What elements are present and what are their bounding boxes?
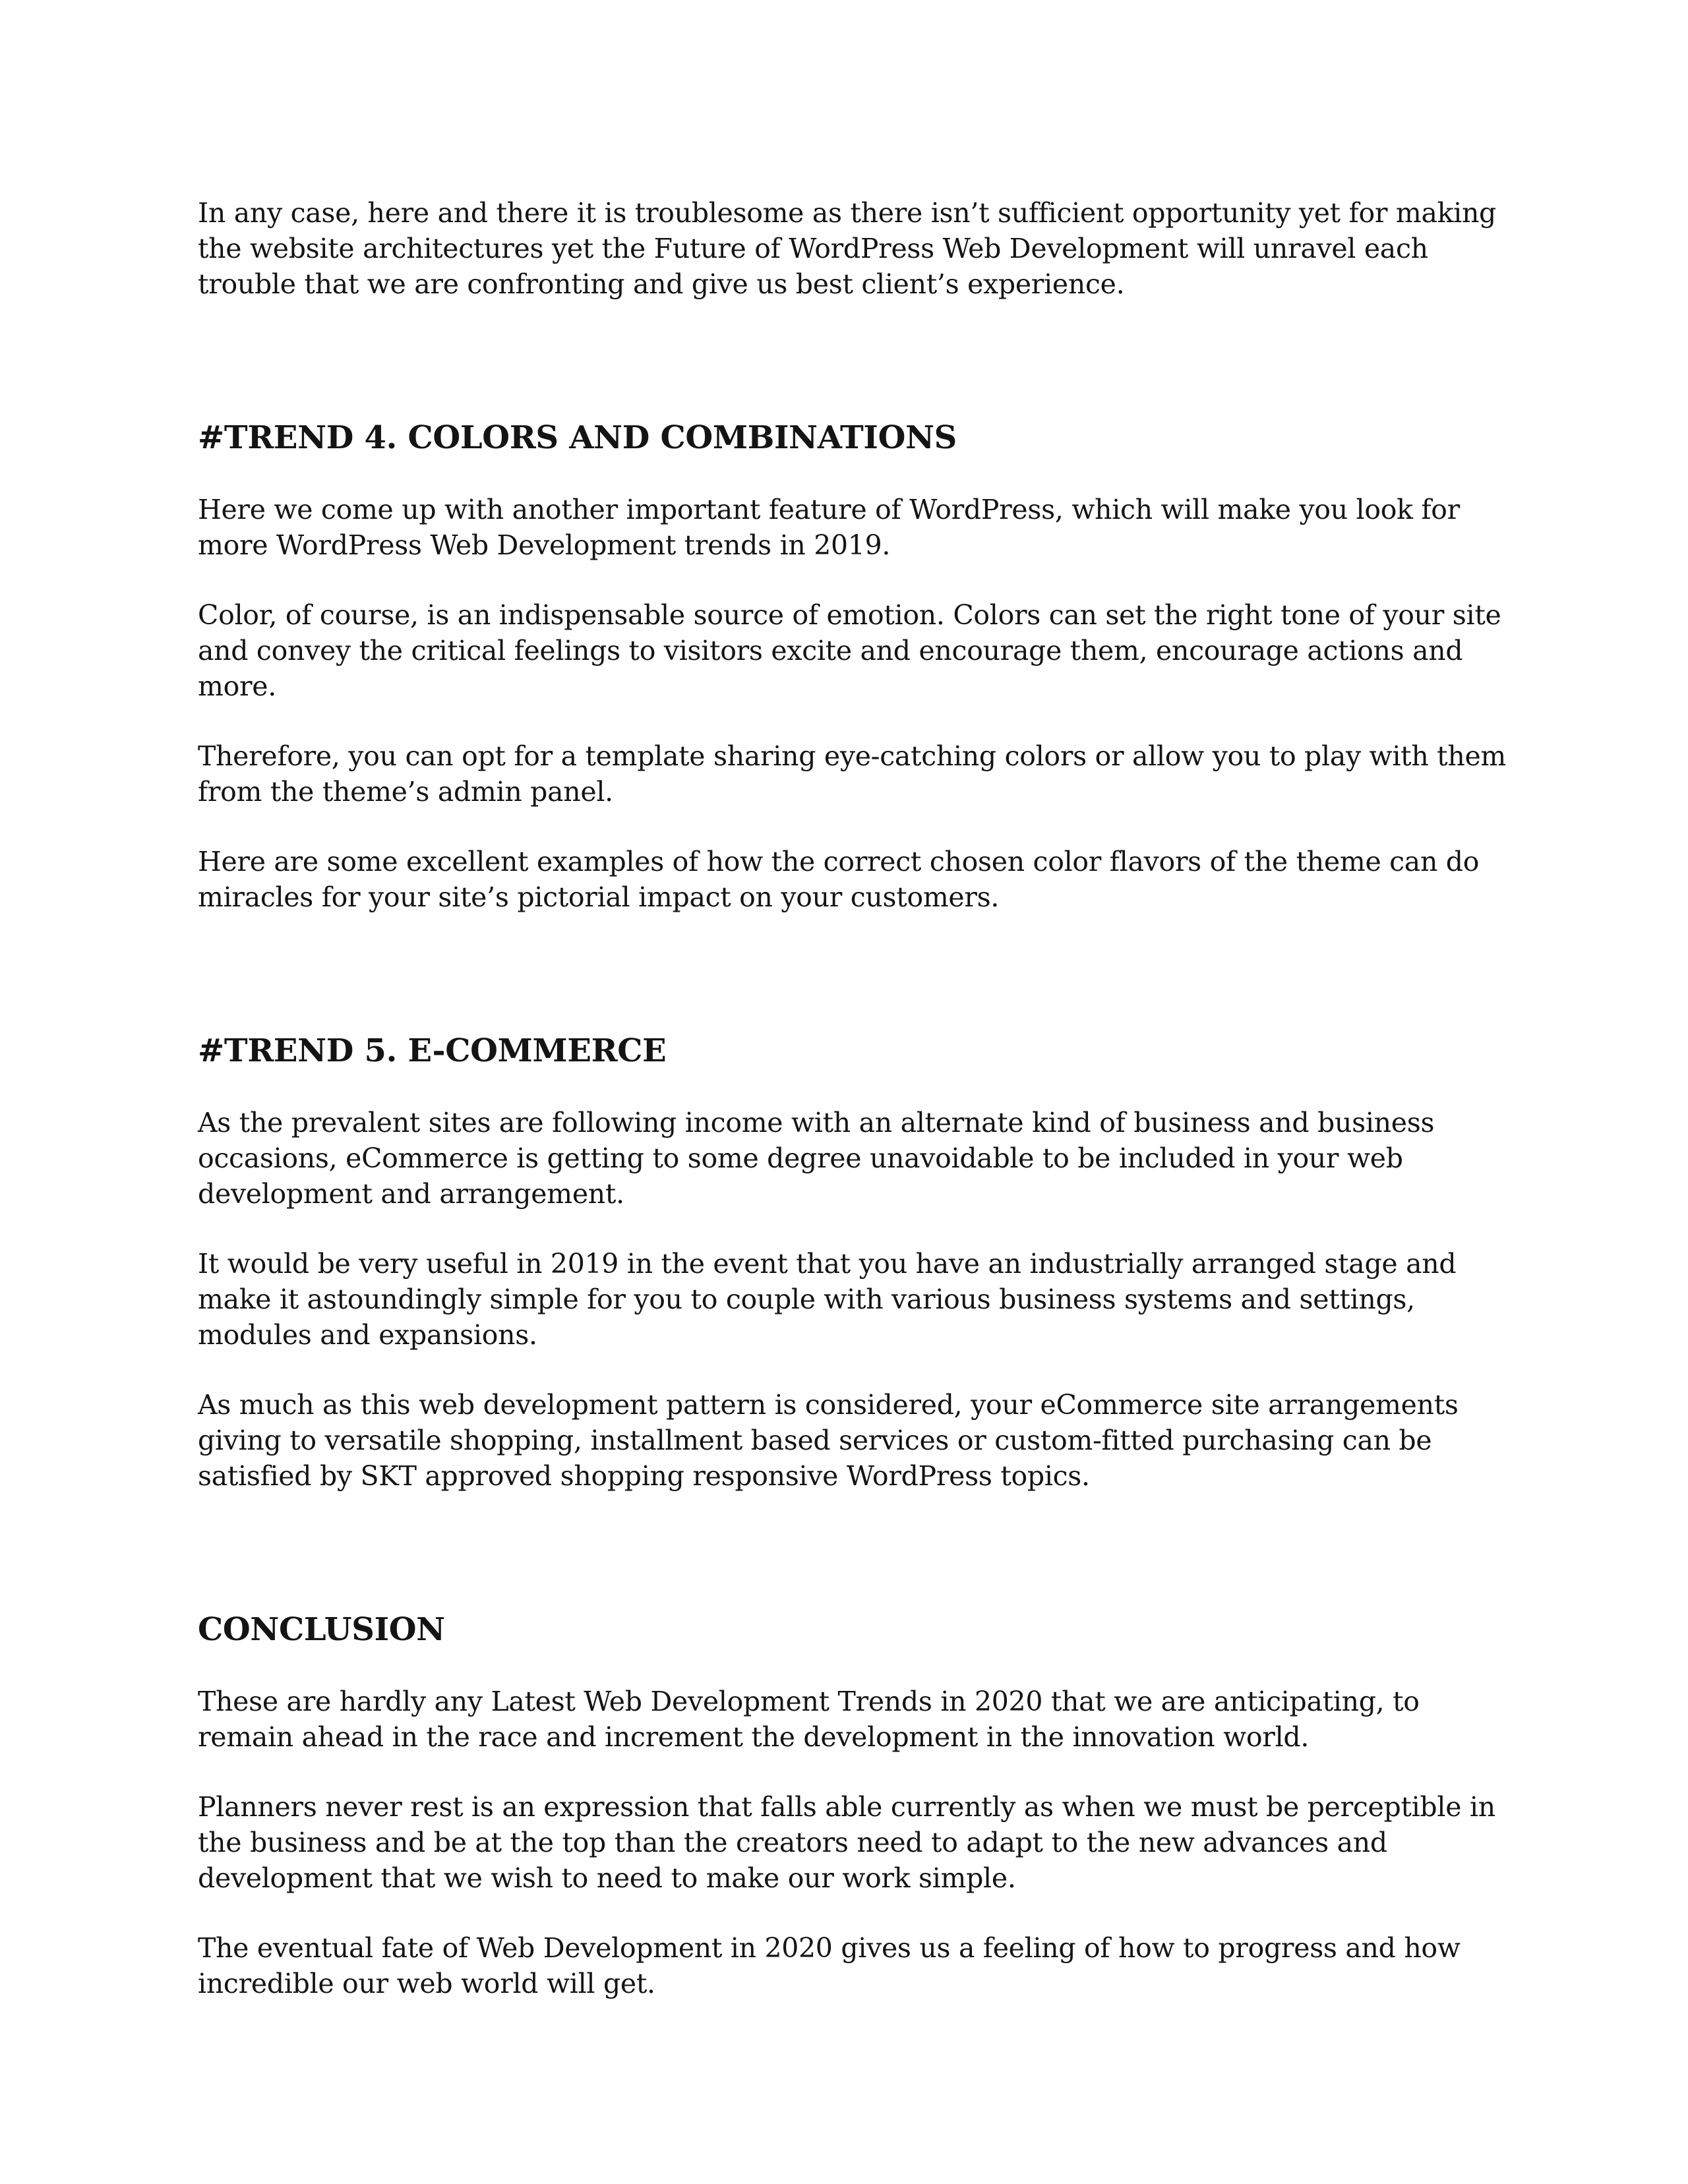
paragraph: Here we come up with another important feature of WordPress, which will make you look for more WordPress Web Development trends in 2019. (198, 494, 1460, 561)
paragraph: Color, of course, is an indispensable source of emotion. Colors can set the right tone of your site and convey the critical feelings to visitors excite and encourage them, encourage actions and more. (198, 599, 1501, 702)
paragraph: These are hardly any Latest Web Development Trends in 2020 that we are anticipating, to remain ahead in the race and increment the development in the innovation world. (198, 1686, 1420, 1753)
section-heading-trend-5: #TREND 5. E-COMMERCE (198, 1032, 667, 1069)
paragraph: As much as this web development pattern is considered, your eCommerce site arrangements giving to versatile shopping, installment based services or custom-fitted purchasing can be satisfied by SKT approved shopping responsive WordPress topics. (198, 1389, 1459, 1492)
paragraph: As the prevalent sites are following income with an alternate kind of business and business occasions, eCommerce is getting to some degree unavoidable to be included in your web development and arrangement. (198, 1107, 1435, 1210)
intro-paragraph: In any case, here and there it is troublesome as there isn’t sufficient opportunity yet for making the website architectures yet the Future of WordPress Web Development will unravel each trouble that we are confronting and give us best client’s experience. (198, 197, 1496, 300)
section-heading-conclusion: CONCLUSION (198, 1611, 445, 1648)
paragraph: Therefore, you can opt for a template sharing eye-catching colors or allow you to play with them from the theme’s admin panel. (198, 740, 1507, 808)
paragraph: It would be very useful in 2019 in the event that you have an industrially arranged stage and make it astoundingly simple for you to couple with various business systems and settings, modules and expansions. (198, 1248, 1457, 1351)
document-page (198, 195, 1510, 2001)
paragraph: Here are some excellent examples of how the correct chosen color flavors of the theme can do miracles for your site’s pictorial impact on your customers. (198, 846, 1480, 913)
paragraph: The eventual fate of Web Development in 2020 gives us a feeling of how to progress and how incredible our web world will get. (198, 1932, 1461, 1999)
section-heading-trend-4: #TREND 4. COLORS AND COMBINATIONS (198, 419, 957, 456)
paragraph: Planners never rest is an expression that falls able currently as when we must be perceptible in the business and be at the top than the creators need to adapt to the new advances and development that we wish to need to make our work simple. (198, 1791, 1495, 1894)
